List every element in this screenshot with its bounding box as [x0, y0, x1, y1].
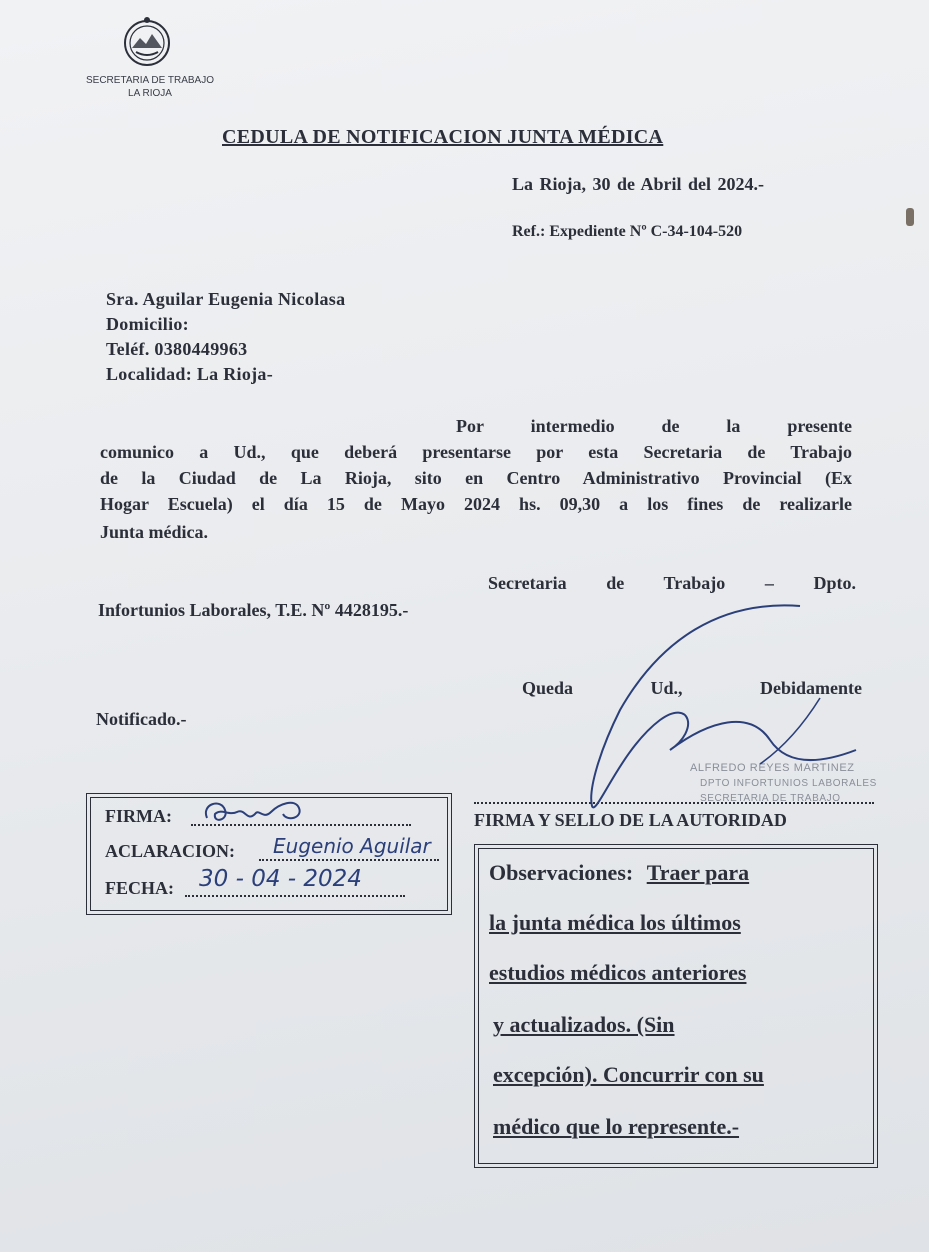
fecha-handwritten: 30 - 04 - 2024 — [199, 866, 362, 892]
org-name — [70, 74, 230, 100]
body-line-5: Junta médica. — [100, 522, 208, 542]
observations-text-1: Traer para — [646, 860, 750, 885]
observations-lead: Observaciones: — [489, 860, 634, 885]
document-title: CEDULA DE NOTIFICACION JUNTA MÉDICA — [222, 126, 664, 148]
observations-text-2: la junta médica los últimos — [489, 910, 741, 935]
observations-line-1 — [489, 859, 749, 887]
org-line-2: LA RIOJA — [128, 88, 172, 99]
observations-text-3: estudios médicos anteriores — [489, 960, 747, 985]
coat-of-arms-logo — [118, 14, 176, 72]
fecha-label: FECHA: — [105, 878, 174, 898]
observations-text-5: excepción). Concurrir con su — [493, 1062, 764, 1087]
body-line-4: Hogar Escuela) el día 15 de Mayo 2024 hs. 09,30 a los fines de realizarle — [100, 494, 852, 514]
recipient-locality: Localidad: La Rioja- — [106, 364, 274, 384]
authority-label: FIRMA Y SELLO DE LA AUTORIDAD — [474, 810, 787, 830]
observations-box — [474, 844, 878, 1168]
recipient-domicile: Domicilio: — [106, 314, 189, 334]
stamp-line-1: ALFREDO REYES MARTINEZ — [690, 762, 855, 774]
contact-line-2: Infortunios Laborales, T.E. Nº 4428195.- — [98, 600, 409, 620]
observations-text-4: y actualizados. (Sin — [493, 1012, 675, 1037]
aclaracion-dotted-line — [259, 859, 439, 861]
recipient-name: Sra. Aguilar Eugenia Nicolasa — [106, 289, 346, 309]
aclaracion-handwritten: Eugenio Aguilar — [273, 834, 431, 858]
observations-text-6: médico que lo represente.- — [493, 1114, 740, 1139]
contact-line-1: Secretaria de Trabajo – Dpto. — [488, 573, 856, 593]
body-line-3: de la Ciudad de La Rioja, sito en Centro Administrativo Provincial (Ex — [100, 468, 852, 488]
date-line: La Rioja, 30 de Abril del 2024.- — [512, 174, 765, 194]
org-line-1: SECRETARIA DE TRABAJO — [86, 75, 214, 86]
body-line-2: comunico a Ud., que deberá presentarse por esta Secretaria de Trabajo — [100, 442, 852, 462]
stamp-line-3: SECRETARIA DE TRABAJO — [700, 793, 841, 804]
fecha-dotted-line — [185, 895, 405, 897]
paper-mark — [906, 208, 914, 226]
recipient-signature — [199, 796, 319, 830]
firma-label: FIRMA: — [105, 806, 172, 826]
stamp-line-2: DPTO INFORTUNIOS LABORALES — [700, 778, 877, 789]
body-line-1: Por intermedio de la presente — [456, 416, 852, 436]
recipient-phone: Teléf. 0380449963 — [106, 339, 248, 359]
authority-signature — [560, 600, 860, 830]
recipient-signature-box — [86, 793, 452, 915]
reference-number: Ref.: Expediente Nº C-34-104-520 — [512, 223, 743, 240]
notified-line-1: Queda Ud., Debidamente — [522, 678, 862, 698]
aclaracion-label: ACLARACION: — [105, 841, 235, 861]
notified-line-2: Notificado.- — [96, 709, 187, 729]
